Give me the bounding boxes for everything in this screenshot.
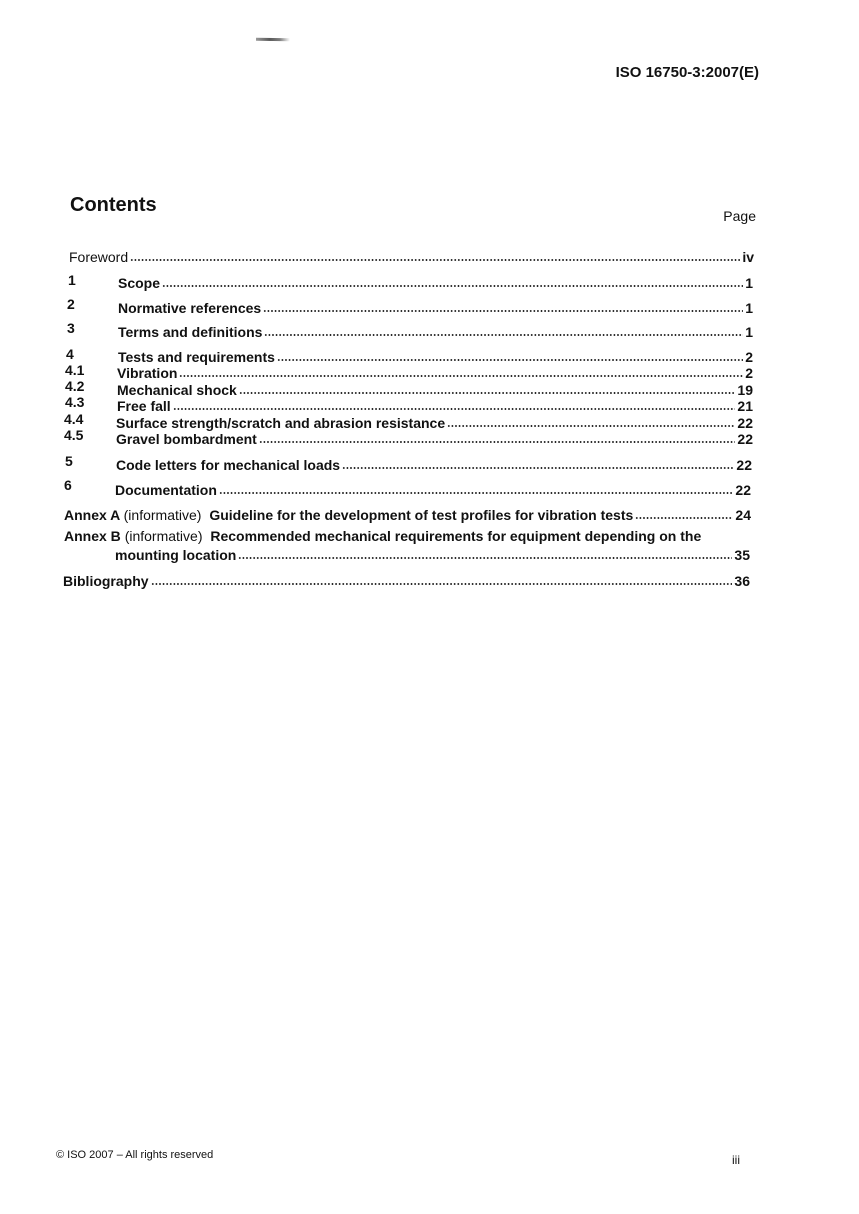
toc-page: 22 [735, 482, 751, 498]
toc-title [64, 507, 633, 523]
toc-page: 2 [745, 349, 753, 365]
annex-title: Guideline for the development of test profiles for vibration tests [209, 507, 634, 523]
leader-dots [263, 309, 743, 313]
toc-entry-terms-and-definitions[interactable] [118, 322, 753, 340]
leader-dots [219, 491, 734, 495]
toc-page: 19 [737, 382, 753, 398]
document-id: ISO 16750-3:2007(E) [615, 64, 759, 81]
toc-title: Bibliography [63, 573, 149, 589]
toc-title: Vibration [117, 365, 178, 381]
toc-page: 22 [736, 457, 752, 473]
toc-entry-free-fall[interactable] [117, 396, 753, 414]
scan-artifact [256, 38, 290, 42]
toc-title: Code letters for mechanical loads [116, 457, 341, 473]
toc-page: 2 [745, 365, 753, 381]
leader-dots [238, 556, 732, 560]
toc-entry-annex-b-line1[interactable] [64, 528, 701, 544]
toc-title: Free fall [117, 398, 171, 414]
leader-dots [264, 333, 743, 337]
toc-page: iv [742, 249, 754, 265]
toc-page: 1 [745, 300, 753, 316]
toc-title-continuation: mounting location [115, 547, 237, 563]
leader-dots [239, 391, 736, 395]
toc-entry-foreword[interactable] [69, 247, 754, 265]
leader-dots [277, 358, 743, 362]
toc-number: 4 [66, 346, 74, 362]
toc-title: Normative references [118, 300, 262, 316]
toc-number: 1 [68, 272, 76, 288]
toc-title: Terms and definitions [118, 324, 263, 340]
toc-number: 4.2 [65, 378, 85, 394]
toc-entry-documentation[interactable] [115, 480, 751, 498]
toc-page: 1 [745, 275, 753, 291]
toc-page: 35 [734, 547, 750, 563]
leader-dots [635, 516, 733, 520]
leader-dots [151, 582, 733, 586]
toc-entry-vibration[interactable] [117, 363, 753, 381]
leader-dots [130, 258, 740, 262]
leader-dots [173, 407, 736, 411]
toc-number: 4.3 [65, 394, 85, 410]
leader-dots [447, 424, 735, 428]
footer-copyright: © ISO 2007 – All rights reserved [56, 1149, 214, 1161]
annex-label: Annex B [64, 528, 121, 544]
toc-entry-code-letters[interactable] [116, 455, 752, 473]
toc-entry-gravel-bombardment[interactable] [116, 429, 753, 447]
contents-title: Contents [70, 194, 157, 216]
toc-number: 3 [67, 320, 75, 336]
footer-page-number: iii [732, 1153, 740, 1167]
toc-number: 4.5 [64, 427, 84, 443]
toc-title: Scope [118, 275, 161, 291]
toc-entry-scope[interactable] [118, 273, 753, 291]
annex-label: Annex A [64, 507, 120, 523]
leader-dots [259, 440, 736, 444]
toc-page: 36 [734, 573, 750, 589]
toc-number: 2 [67, 296, 75, 312]
toc-page: 22 [737, 415, 753, 431]
annex-informative: (informative) [124, 528, 203, 544]
toc-entry-bibliography[interactable] [63, 571, 750, 589]
toc-number: 6 [64, 477, 72, 493]
toc-title: Gravel bombardment [116, 431, 257, 447]
toc-page: 22 [737, 431, 753, 447]
toc-number: 5 [65, 453, 73, 469]
toc-number: 4.4 [64, 411, 84, 427]
toc-page: 24 [735, 507, 751, 523]
annex-title: Recommended mechanical requirements for equipment depending on the [210, 528, 702, 544]
toc-entry-annex-b[interactable] [115, 545, 750, 563]
toc-page: 21 [737, 398, 753, 414]
leader-dots [162, 284, 743, 288]
leader-dots [179, 374, 743, 378]
toc-title: Tests and requirements [118, 349, 275, 365]
toc-number: 4.1 [65, 362, 85, 378]
toc-title: Mechanical shock [117, 382, 237, 398]
page-column-heading: Page [723, 208, 756, 224]
toc-title: Documentation [115, 482, 217, 498]
toc-page: 1 [745, 324, 753, 340]
toc-title: Surface strength/scratch and abrasion resistance [116, 415, 446, 431]
annex-informative: (informative) [123, 507, 202, 523]
toc-title: Foreword [69, 249, 129, 265]
leader-dots [342, 466, 734, 470]
toc-entry-annex-a[interactable] [64, 505, 751, 523]
toc-entry-normative-references[interactable] [118, 298, 753, 316]
